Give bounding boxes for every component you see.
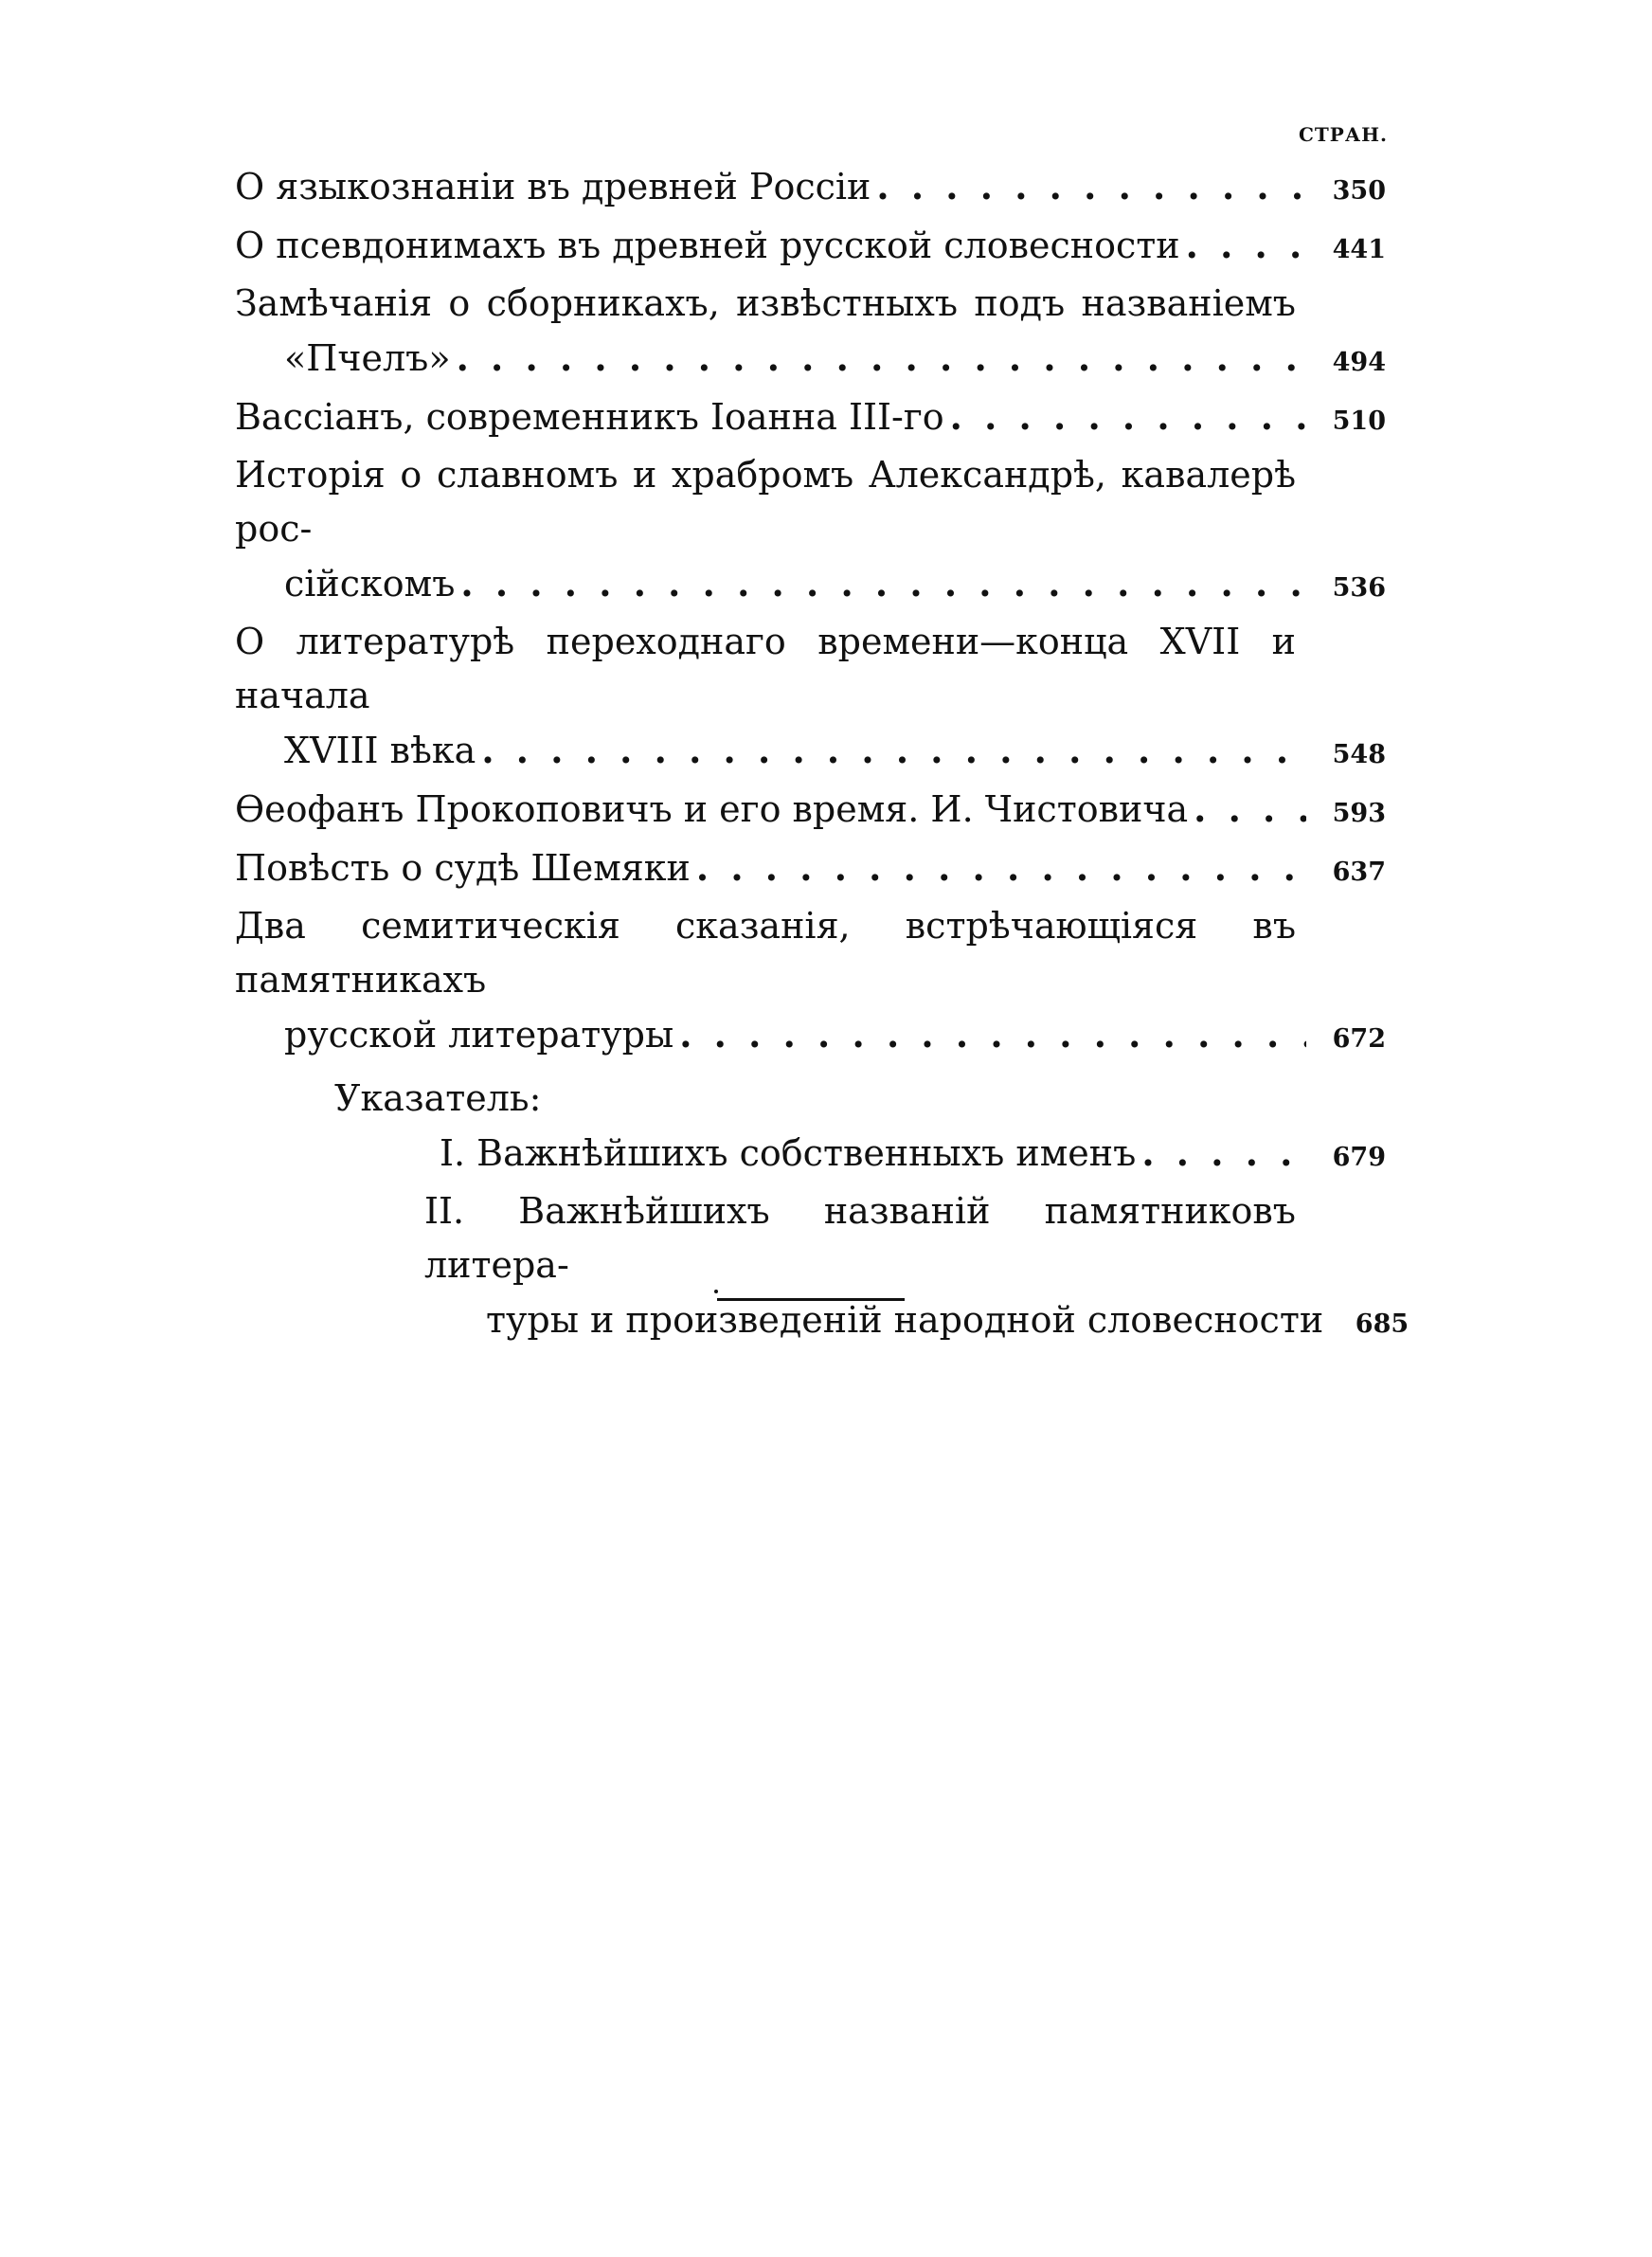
toc-page-number: 441 xyxy=(1332,235,1386,264)
toc-entry xyxy=(235,615,1386,782)
index-heading: Указатель: xyxy=(334,1077,542,1119)
toc-entry-title-continuation: русской литературы xyxy=(284,1014,674,1056)
toc-entry-line xyxy=(235,389,1386,448)
dot-leader xyxy=(1186,218,1306,272)
toc-page-number: 536 xyxy=(1332,573,1386,603)
index-page-number: 685 xyxy=(1355,1309,1410,1339)
toc-entry xyxy=(235,277,1386,389)
toc-entry xyxy=(235,782,1386,840)
dot-leader xyxy=(460,556,1306,610)
toc-page-number: 494 xyxy=(1332,348,1386,377)
toc-entry-title: Вассіанъ, современникъ Іоанна III-го xyxy=(235,396,944,438)
index-entry xyxy=(235,1184,1410,1351)
toc-entry xyxy=(235,218,1386,277)
toc-entry-line xyxy=(235,782,1386,840)
toc-entry-title: Ѳеофанъ Прокоповичъ и его время. И. Чистовича xyxy=(235,788,1189,830)
rule-dot xyxy=(714,1290,718,1293)
end-rule xyxy=(717,1298,905,1301)
toc-page-number: 350 xyxy=(1332,176,1386,206)
toc-page-number: 637 xyxy=(1332,858,1386,887)
index-entry-title: I. Важнѣйшихъ собственныхъ именъ xyxy=(440,1132,1137,1174)
toc-page-number: 510 xyxy=(1332,406,1386,436)
dot-leader xyxy=(696,840,1306,894)
dot-leader xyxy=(876,159,1306,213)
toc-entry-line xyxy=(235,840,1386,899)
toc-entry-title: О языкознаніи въ древней Россіи xyxy=(235,166,871,208)
index-entry xyxy=(235,1126,1386,1184)
toc-page-number: 593 xyxy=(1332,799,1386,828)
toc-entry-line xyxy=(235,159,1386,218)
toc-page-number: 548 xyxy=(1332,740,1386,769)
index-entry-line xyxy=(235,1126,1386,1184)
toc-entry-title-line: Замѣчанія о сборникахъ, извѣстныхъ подъ названіемъ xyxy=(235,282,1296,324)
toc-entry-line xyxy=(235,331,1386,389)
dot-leader xyxy=(1194,782,1306,836)
toc-entry xyxy=(235,899,1386,1066)
table-of-contents xyxy=(235,159,1410,1351)
toc-entry-title: О псевдонимахъ въ древней русской словесности xyxy=(235,225,1180,266)
index-entry-title-line: II. Важнѣйшихъ названій памятниковъ литера- xyxy=(424,1190,1296,1286)
dot-leader xyxy=(1141,1126,1306,1180)
toc-entry-title-continuation: «Пчелъ» xyxy=(284,337,451,379)
toc-entry-title: Повѣсть о судѣ Шемяки xyxy=(235,847,691,889)
toc-entry-line xyxy=(235,218,1386,277)
index-entry-title-continuation: туры и произведеній народной словесности xyxy=(486,1299,1324,1341)
dot-leader xyxy=(679,1007,1306,1061)
toc-entry-title-continuation: сійскомъ xyxy=(284,563,456,605)
dot-leader xyxy=(481,723,1306,777)
toc-page-number: 672 xyxy=(1332,1024,1386,1054)
dot-leader xyxy=(457,331,1306,385)
toc-entry-line xyxy=(235,1007,1386,1066)
toc-entry-title-line: Два семитическія сказанія, встрѣчающіяся въ памятникахъ xyxy=(235,905,1296,1001)
dot-leader xyxy=(950,389,1306,443)
toc-entry-title-continuation: XVIII вѣка xyxy=(284,730,476,771)
index-page-number: 679 xyxy=(1332,1143,1386,1172)
toc-entry-line xyxy=(235,723,1386,782)
page-column-header: СТРАН. xyxy=(1299,123,1388,146)
toc-entry-title-line: Исторія о славномъ и храбромъ Александрѣ, кавалерѣ рос- xyxy=(235,454,1296,550)
index-entry-line xyxy=(235,1292,1410,1351)
toc-entry xyxy=(235,389,1386,448)
toc-entry xyxy=(235,159,1386,218)
toc-entry xyxy=(235,448,1386,615)
toc-entry-title-line: О литературѣ переходнаго времени—конца XVII и начала xyxy=(235,621,1296,716)
toc-entry-line xyxy=(235,556,1386,615)
toc-entry xyxy=(235,840,1386,899)
